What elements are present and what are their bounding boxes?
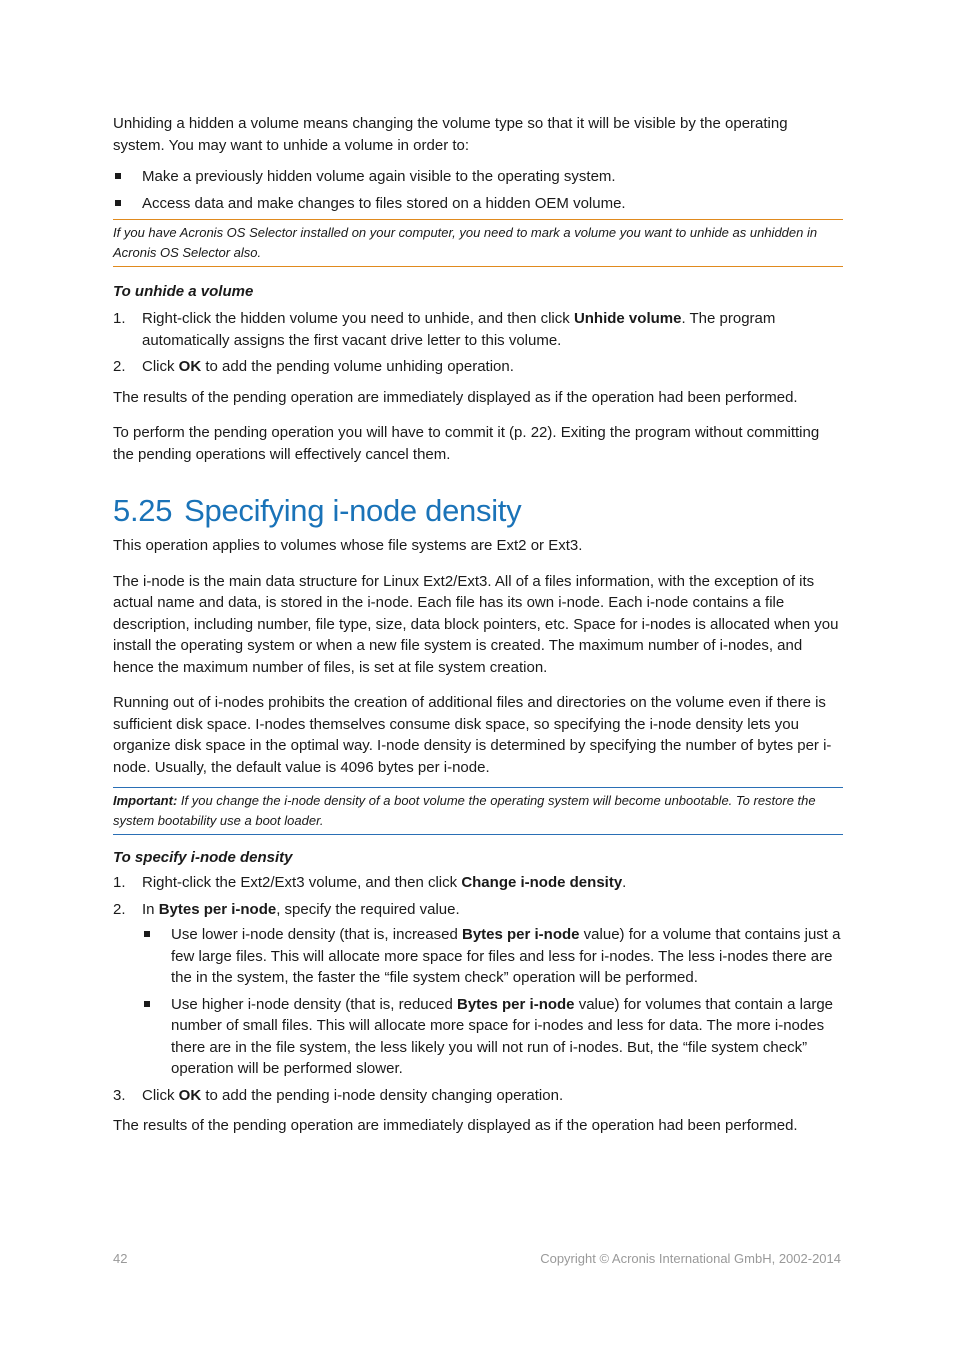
unhide-steps [113,308,843,378]
copyright-text: Copyright © Acronis International GmbH, 2002-2014 [540,1251,841,1266]
change-inode-density-command: Change i-node density [461,874,623,891]
density-options-list [142,924,843,1080]
ok-command: OK [178,1086,202,1104]
bullet-square-icon [144,1001,150,1007]
commit-paragraph: To perform the pending operation you will have to commit it (p. 22). Exiting the program without committing the pending operations will effectively cancel them. [113,424,820,463]
step-item: 2. In Bytes per i-node, specify the required value. Use lower i-node density (that is, increased Bytes per i-node value) for a volume that contains just a few large files. This will allocate more space for files and less for i-nodes. The less i-nodes there are the in the system, the faster the “file system check” operation will be performed. Use higher i-node density (that is, reduced Bytes per i-node value) for volumes that contain a large number of small files. This will allocate more space for i-nodes and less for data. The more i-nodes there are in the file system, the less likely you will not run of i-nodes. But, the “file system check” operation will be performed slower. [113,899,843,1080]
specify-steps [113,872,843,1106]
inode-density-paragraph: Running out of i-nodes prohibits the creation of additional files and directories on the volume even if there is sufficient disk space. I-nodes themselves consume disk space, so specifying the i-node density lets you organize disk space in the optimal way. I-node density is determined by specifying the number of bytes per i-node. Usually, the default value is 4096 bytes per i-node. [113,694,832,776]
step-item: 1. Right-click the hidden volume you need to unhide, and then click Unhide volume. The program automatically assigns the first vacant drive letter to this volume. [113,310,776,349]
step-number: 1. [113,874,126,891]
list-item: Make a previously hidden volume again visible to the operating system. [113,166,843,188]
bullet-square-icon [115,200,121,206]
step-item: 3. Click OK to add the pending i-node density changing operation. [113,1085,843,1107]
step-number: 2. [113,358,126,375]
step-item: 2. Click OK to add the pending volume unhiding operation. [113,356,843,378]
section-title: Specifying i-node density [184,493,522,528]
page-number: 42 [113,1251,128,1266]
bytes-per-inode-field-name: Bytes per i-node [158,900,277,918]
step-number: 1. [113,310,126,327]
specify-procedure-title: To specify i-node density [113,849,293,866]
unhide-result-paragraph: The results of the pending operation are immediately displayed as if the operation had been performed. [113,388,798,406]
step-number: 2. [113,900,126,918]
intro-bullet-list [113,166,843,214]
step-item: 1. Right-click the Ext2/Ext3 volume, and then click Change i-node density. [113,872,843,894]
section-intro-paragraph: This operation applies to volumes whose file systems are Ext2 or Ext3. [113,537,583,554]
page-footer [113,1251,841,1266]
os-selector-note: If you have Acronis OS Selector installed on your computer, you need to mark a volume you want to unhide as unhidden in Acronis OS Selector also. [113,219,843,267]
specify-result-paragraph: The results of the pending operation are immediately displayed as if the operation had been performed. [113,1117,798,1134]
ok-command: OK [178,358,202,375]
list-item: Use lower i-node density (that is, increased Bytes per i-node value) for a volume that contains just a few large files. This will allocate more space for files and less for i-nodes. The less i-nodes there are the in the system, the faster the “file system check” operation will be performed. [142,924,843,989]
unhide-procedure-title: To unhide a volume [113,283,254,300]
intro-paragraph: Unhiding a hidden a volume means changing the volume type so that it will be visible by the operating system. You may want to unhide a volume in order to: [113,115,788,154]
unhide-volume-command: Unhide volume [573,310,682,327]
list-item: Access data and make changes to files stored on a hidden OEM volume. [113,193,843,215]
section-number: 5.25 [113,493,173,528]
list-item: Use higher i-node density (that is, reduced Bytes per i-node value) for volumes that contain a large number of small files. This will allocate more space for i-nodes and less for data. The more i-nodes there are in the file system, the less likely you will not run of i-nodes. But, the “file system check” operation will be performed slower. [142,994,843,1080]
bullet-square-icon [115,173,121,179]
important-label: Important: [113,793,178,808]
important-note: Important: If you change the i-node density of a boot volume the operating system will become unbootable. To restore the system bootability use a boot loader. [113,787,843,835]
document-page [113,113,843,1137]
bullet-square-icon [144,931,150,937]
inode-description-paragraph: The i-node is the main data structure for Linux Ext2/Ext3. All of a files information, with the exception of its actual name and data, is stored in the i-node. Each file has its own i-node. Each i-node contains a file description, including number, file type, size, data block pointers, etc. Space for i-nodes is allocated when you install the operating system or when a new file system is created. The maximum number of i-nodes, and hence the maximum number of files, is set at file system creation. [113,572,839,676]
step-number: 3. [113,1086,126,1104]
section-heading [113,491,843,531]
